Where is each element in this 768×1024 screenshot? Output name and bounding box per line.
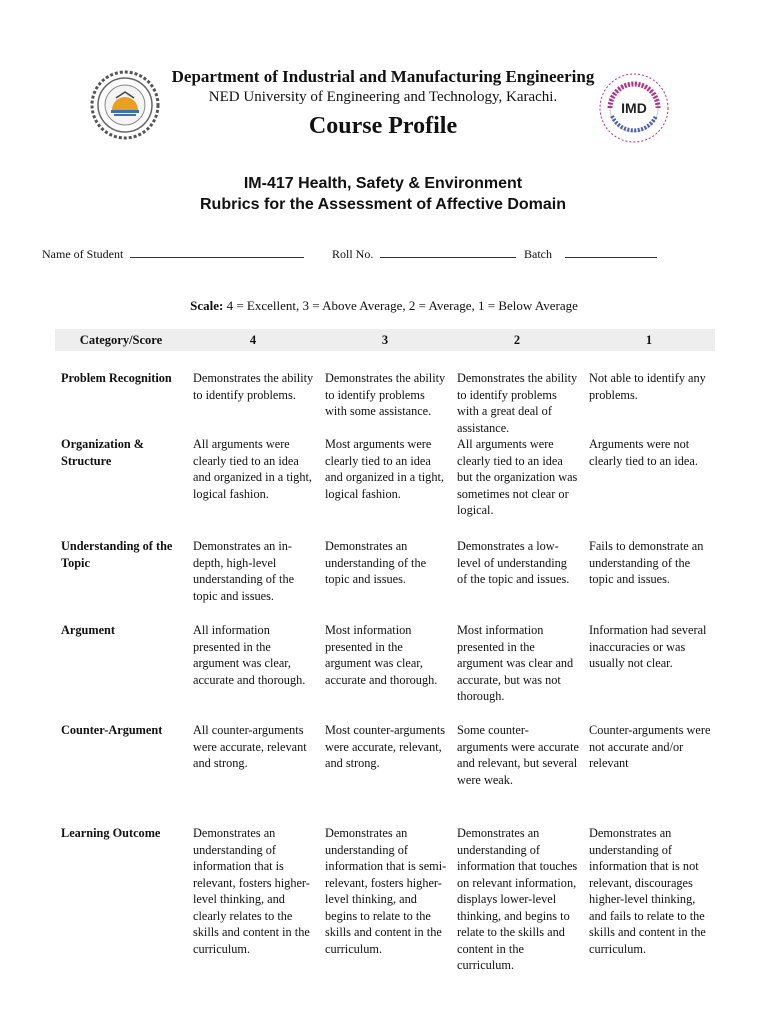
cell-score-4: All counter-arguments were accurate, relevant and strong. (193, 723, 307, 770)
cell-score-3: Demonstrates an understanding of information that is semi-relevant, fosters higher-level thinking, and begins to relate to the skills and content in the curriculum. (325, 826, 447, 956)
cell-score-3: Most counter-arguments were accurate, relevant, and strong. (325, 723, 446, 770)
cell-score-3: Demonstrates an understanding of the topic and issues. (325, 539, 427, 586)
scale-label: Scale: (190, 298, 224, 313)
table-row (55, 436, 715, 538)
cell-score-4: Demonstrates an understanding of information that is relevant, fosters higher-level thinking, and clearly relates to the skills and content in the curriculum. (193, 826, 310, 956)
cell-score-4: Demonstrates the ability to identify problems. (193, 371, 314, 402)
header-score-3: 3 (319, 329, 451, 351)
cell-score-3: Most information presented in the argument was clear, accurate and thorough. (325, 623, 438, 687)
imd-department-logo (598, 72, 670, 144)
header-score-1: 1 (583, 329, 715, 351)
course-subtitle: Rubrics for the Assessment of Affective Domain (199, 196, 566, 213)
cell-score-3: Demonstrates the ability to identify problems with some assistance. (325, 371, 446, 418)
cell-score-1: Demonstrates an understanding of information that is not relevant, discourages higher-level thinking, and fails to relate to the skills and content in the curriculum. (589, 826, 706, 956)
course-code-title: IM-417 Health, Safety & Environment (243, 175, 523, 192)
university-name: NED University of Engineering and Technology, Karachi. (208, 89, 558, 105)
row-category: Learning Outcome (61, 826, 161, 840)
cell-score-2: Some counter-arguments were accurate and relevant, but several were weak. (457, 723, 579, 787)
cell-score-4: Demonstrates an in-depth, high-level understanding of the topic and issues. (193, 539, 295, 603)
student-name-label: Name of Student (42, 247, 124, 261)
cell-score-2: All arguments were clearly tied to an idea but the organization was sometimes not clear or logical. (457, 437, 578, 517)
cell-score-1: Fails to demonstrate an understanding of the topic and issues. (589, 539, 704, 586)
ned-university-logo (90, 70, 160, 140)
scale-text: 4 = Excellent, 3 = Above Average, 2 = Average, 1 = Below Average (226, 298, 578, 313)
student-name-field[interactable] (42, 246, 304, 262)
student-name-blank[interactable] (130, 246, 304, 258)
row-category: Argument (61, 623, 115, 637)
table-row (55, 351, 715, 436)
table-row (55, 538, 715, 622)
header-score-4: 4 (187, 329, 319, 351)
roll-no-blank[interactable] (380, 246, 516, 258)
cell-score-1: Not able to identify any problems. (589, 371, 706, 402)
imd-logo-text: IMD (621, 100, 647, 116)
cell-score-2: Most information presented in the argument was clear and accurate, but was not thorough. (457, 623, 574, 703)
cell-score-2: Demonstrates a low-level of understanding of the topic and issues. (457, 539, 570, 586)
course-title-block (100, 173, 666, 215)
header-category: Category/Score (55, 329, 187, 351)
table-header-row (55, 329, 715, 351)
cell-score-4: All arguments were clearly tied to an idea and organized in a tight, logical fashion. (193, 437, 312, 501)
cell-score-2: Demonstrates an understanding of information that touches on relevant information, displays lower-level thinking, and begins to relate to the skills and content in the curriculum. (457, 826, 578, 972)
cell-score-4: All information presented in the argument was clear, accurate and thorough. (193, 623, 306, 687)
cell-score-2: Demonstrates the ability to identify problems with a great deal of assistance. (457, 371, 578, 435)
batch-label: Batch (524, 247, 552, 261)
table-row (55, 825, 715, 974)
roll-no-label: Roll No. (332, 247, 374, 261)
roll-no-field[interactable] (332, 246, 516, 262)
scale-line (0, 298, 768, 314)
cell-score-1: Information had several inaccuracies or was usually not clear. (589, 623, 707, 670)
batch-blank[interactable] (565, 246, 657, 258)
cell-score-1: Arguments were not clearly tied to an idea. (589, 437, 698, 468)
row-category: Understanding of the Topic (61, 539, 173, 570)
cell-score-3: Most arguments were clearly tied to an idea and organized in a tight, logical fashion. (325, 437, 444, 501)
header-score-2: 2 (451, 329, 583, 351)
table-row (55, 722, 715, 825)
page-title: Course Profile (308, 113, 458, 139)
document-header (160, 66, 606, 143)
cell-score-1: Counter-arguments were not accurate and/or relevant (589, 723, 711, 770)
row-category: Problem Recognition (61, 371, 172, 385)
table-row (55, 622, 715, 722)
row-category: Organization & Structure (61, 437, 144, 468)
batch-field[interactable] (524, 246, 657, 262)
rubric-table (55, 329, 715, 974)
department-name: Department of Industrial and Manufacturing Engineering (171, 67, 595, 86)
row-category: Counter-Argument (61, 723, 163, 737)
